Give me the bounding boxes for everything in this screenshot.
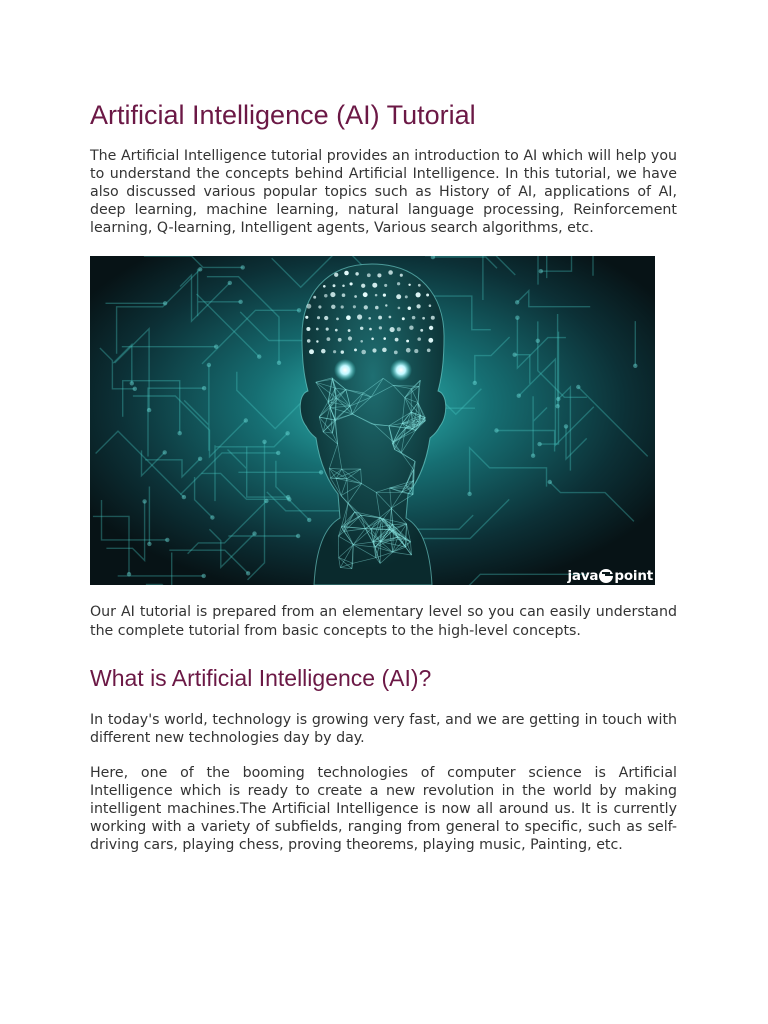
brand-suffix: point <box>614 568 653 585</box>
tutorial-note-paragraph: Our AI tutorial is prepared from an elementary level so you can easily understand the complete tutorial from basic concepts to the high-level concepts. <box>90 604 677 639</box>
ai-head-illustration <box>90 256 655 585</box>
here-paragraph: Here, one of the booming technologies of computer science is Artificial Intelligence which is ready to create a new revolution in the world by making intelligent machines.The Artificial Intelligence is now all around us. It is currently working with a variety of subfields, ranging from general to specific, such as self-driving cars, playing chess, proving theorems, playing music, Painting, etc. <box>90 764 677 854</box>
brand-prefix: java <box>567 568 599 585</box>
brand-t-icon <box>599 569 613 583</box>
page-title: Artificial Intelligence (AI) Tutorial <box>90 100 476 130</box>
javatpoint-watermark <box>564 566 656 585</box>
article <box>90 98 677 854</box>
world-paragraph: In today's world, technology is growing very fast, and we are getting in touch with different new technologies day by day. <box>90 711 677 746</box>
ai-head-image <box>90 256 655 585</box>
intro-paragraph: The Artificial Intelligence tutorial provides an introduction to AI which will help you to understand the concepts behind Artificial Intelligence. In this tutorial, we have also discussed various popular topics such as History of AI, applications of AI, deep learning, machine learning, natural language processing, Reinforcement learning, Q-learning, Intelligent agents, Various search algorithms, etc. <box>90 148 677 237</box>
section-heading: What is Artificial Intelligence (AI)? <box>90 664 432 691</box>
